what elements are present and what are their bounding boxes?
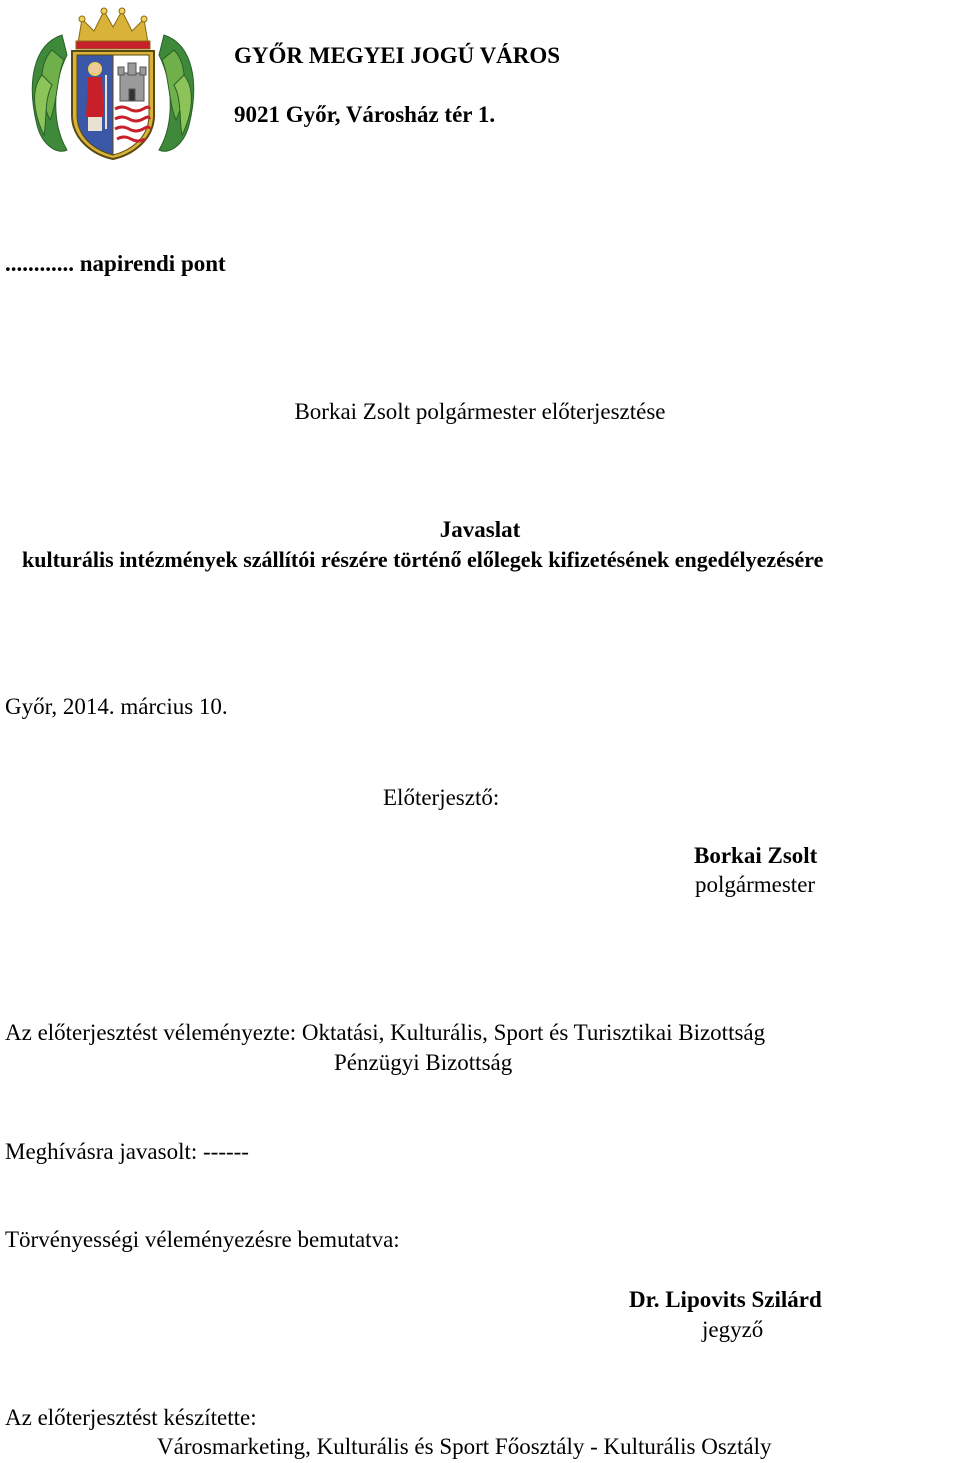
legality-review: Törvényességi véleményezésre bemutatva:: [5, 1227, 400, 1252]
prepared-by-label: Az előterjesztést készítette:: [5, 1405, 257, 1430]
city-address: 9021 Győr, Városház tér 1.: [234, 102, 496, 127]
reviewed-by-committee: Pénzügyi Bizottság: [334, 1050, 513, 1075]
castle: [118, 63, 146, 101]
notary-name: Dr. Lipovits Szilárd: [629, 1287, 822, 1312]
document-title: Javaslat: [439, 517, 521, 542]
city-name: GYŐR MEGYEI JOGÚ VÁROS: [234, 43, 561, 68]
presenter-role: polgármester: [695, 872, 816, 897]
invited-line: Meghívásra javasolt: ------: [5, 1139, 249, 1164]
crown: [76, 8, 150, 49]
document-date: Győr, 2014. március 10.: [5, 694, 228, 719]
reviewed-by: Az előterjesztést véleményezte: Oktatási, Kulturális, Sport és Turisztikai Bizottság: [5, 1020, 766, 1045]
agenda-point: ............ napirendi pont: [5, 251, 226, 276]
right-mantling: [159, 35, 194, 151]
notary-role: jegyző: [702, 1317, 764, 1342]
coat-of-arms-logo: [22, 5, 204, 160]
proposal-by: Borkai Zsolt polgármester előterjesztése: [294, 399, 666, 424]
presenter-label: Előterjesztő:: [383, 785, 500, 810]
left-mantling: [32, 35, 67, 151]
prepared-by-unit: Városmarketing, Kulturális és Sport Főosztály - Kulturális Osztály: [157, 1434, 772, 1459]
document-subject: kulturális intézmények szállítói részére történő előlegek kifizetésének engedélyezésére: [22, 547, 824, 572]
presenter-name: Borkai Zsolt: [694, 843, 818, 868]
